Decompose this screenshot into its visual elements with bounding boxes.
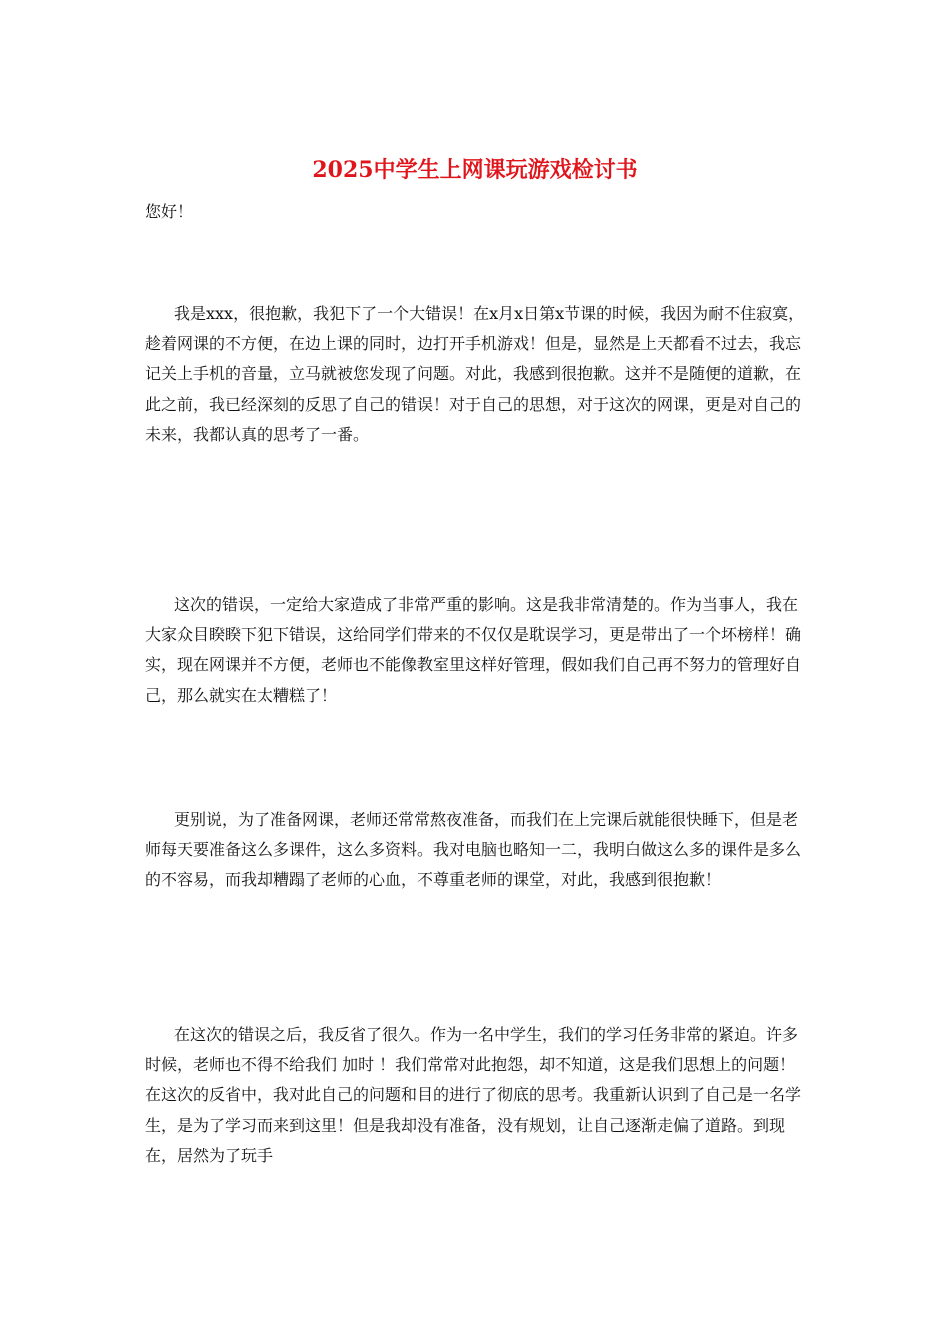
paragraph-3: 更别说，为了准备网课，老师还常常熬夜准备，而我们在上完课后就能很快睡下，但是老师每天要准备这么多课件，这么多资料。我对电脑也略知一二，我明白做这么多的课件是多么的不容易，而我却糟蹋了老师的心血，不尊重老师的课堂，对此，我感到很抱歉！ [145, 810, 802, 890]
document-title: 2025中学生上网课玩游戏检讨书 [312, 157, 638, 183]
greeting: 您好！ [145, 202, 194, 221]
paragraph-1: 我是xxx，很抱歉，我犯下了一个大错误！在x月x日第x节课的时候，我因为耐不住寂寞，趁着网课的不方便，在边上课的同时，边打开手机游戏！但是，显然是上天都看不过去，我忘记关上手机的音量，立马就被您发现了问题。对此，我感到很抱歉。这并不是随便的道歉，在此之前，我已经深刻的反思了自己的错误！对于自己的思想，对于这次的网课，更是对自己的未来，我都认真的思考了一番。 [145, 304, 805, 444]
paragraph-2: 这次的错误，一定给大家造成了非常严重的影响。这是我非常清楚的。作为当事人，我在大家众目睽睽下犯下错误，这给同学们带来的不仅仅是耽误学习，更是带出了一个坏榜样！确实，现在网课并不方便，老师也不能像教室里这样好管理，假如我们自己再不努力的管理好自己，那么就实在太糟糕了！ [145, 595, 802, 705]
paragraph-4: 在这次的错误之后，我反省了很久。作为一名中学生，我们的学习任务非常的紧迫。许多时候，老师也不得不给我们 加时 ！我们常常对此抱怨，却不知道，这是我们思想上的问题！在这次的反省中，我对此自己的问题和目的进行了彻底的思考。我重新认识到了自己是一名学生，是为了学习而来到这里！但是我却没有准备，没有规划，让自己逐渐走偏了道路。到现在，居然为了玩手 [145, 1025, 802, 1165]
